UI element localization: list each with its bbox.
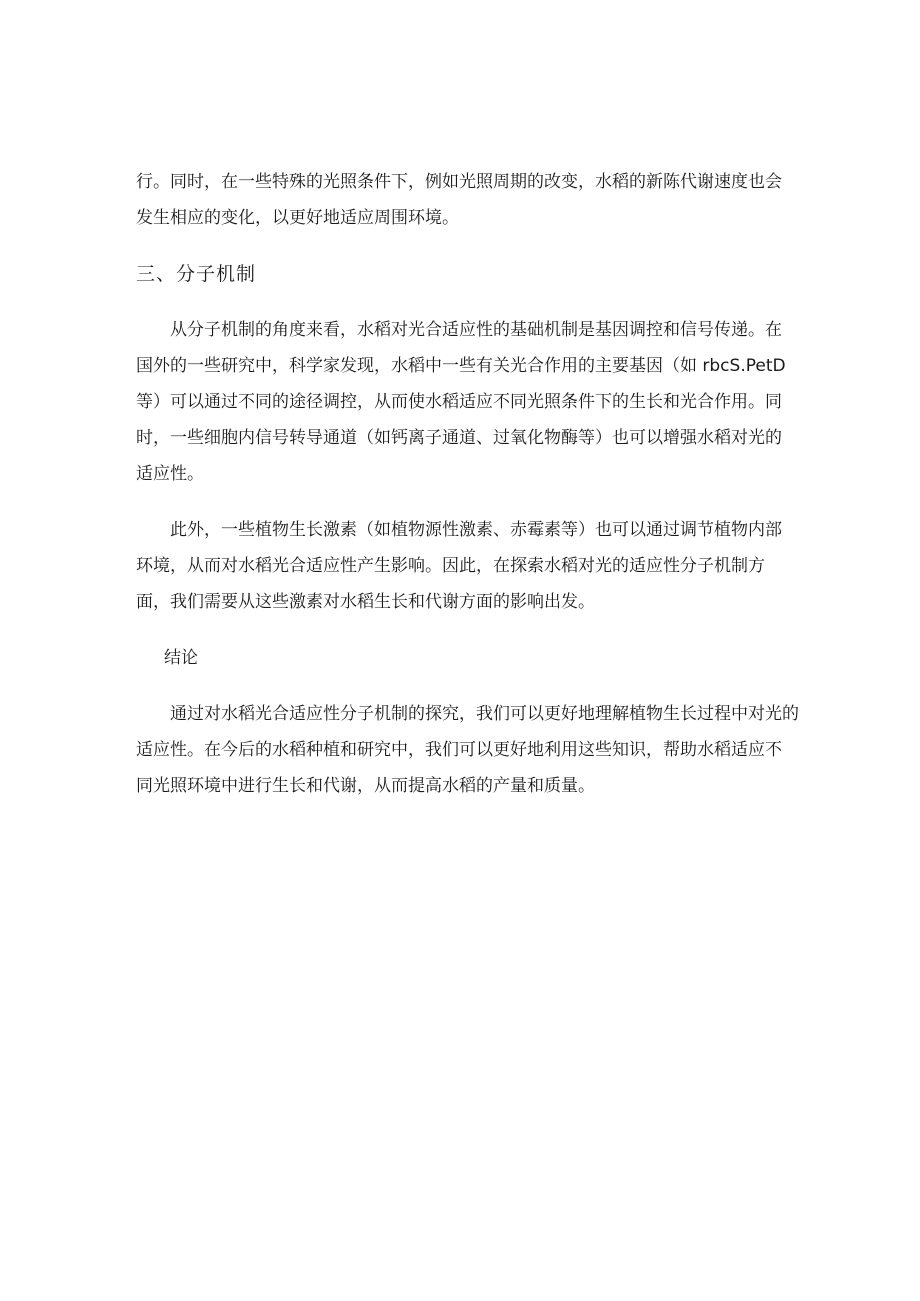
paragraph-conclusion: [136, 696, 799, 804]
document-body: [136, 164, 799, 824]
text-line: 通过对水稻光合适应性分子机制的探究，我们可以更好地理解植物生长过程中对光的: [170, 704, 799, 724]
intro-paragraph: [136, 164, 796, 236]
text-line: 此外，一些植物生长激素（如植物源性激素、赤霉素等）也可以通过调节植物内部: [170, 520, 782, 540]
conclusion-title: 结论: [164, 648, 198, 668]
text-line: 时，一些细胞内信号转导通道（如钙离子通道、过氧化物酶等）也可以增强水稻对光的: [136, 428, 782, 448]
text-line: 适应性。: [136, 464, 204, 484]
text-line: 环境，从而对水稻光合适应性产生影响。因此，在探索水稻对光的适应性分子机制方: [136, 556, 765, 576]
text-line: 面，我们需要从这些激素对水稻生长和代谢方面的影响出发。: [136, 592, 595, 612]
text-line: 适应性。在今后的水稻种植和研究中，我们可以更好地利用这些知识，帮助水稻适应不: [136, 740, 782, 760]
text-line: 国外的一些研究中，科学家发现，水稻中一些有关光合作用的主要基因（如 rbcS.PetD: [136, 356, 786, 376]
text-line: 同光照环境中进行生长和代谢，从而提高水稻的产量和质量。: [136, 776, 595, 796]
text-line: 从分子机制的角度来看，水稻对光合适应性的基础机制是基因调控和信号传递。在: [170, 320, 782, 340]
paragraph-hormones: [136, 512, 796, 620]
text-line: 发生相应的变化，以更好地适应周围环境。: [136, 208, 459, 228]
text-line: 行。同时，在一些特殊的光照条件下，例如光照周期的改变，水稻的新陈代谢速度也会: [136, 172, 782, 192]
text-line: 等）可以通过不同的途径调控，从而使水稻适应不同光照条件下的生长和光合作用。同: [136, 392, 782, 412]
section-heading: 三、分子机制: [136, 263, 257, 285]
paragraph-molecular-mechanism: [136, 312, 796, 492]
